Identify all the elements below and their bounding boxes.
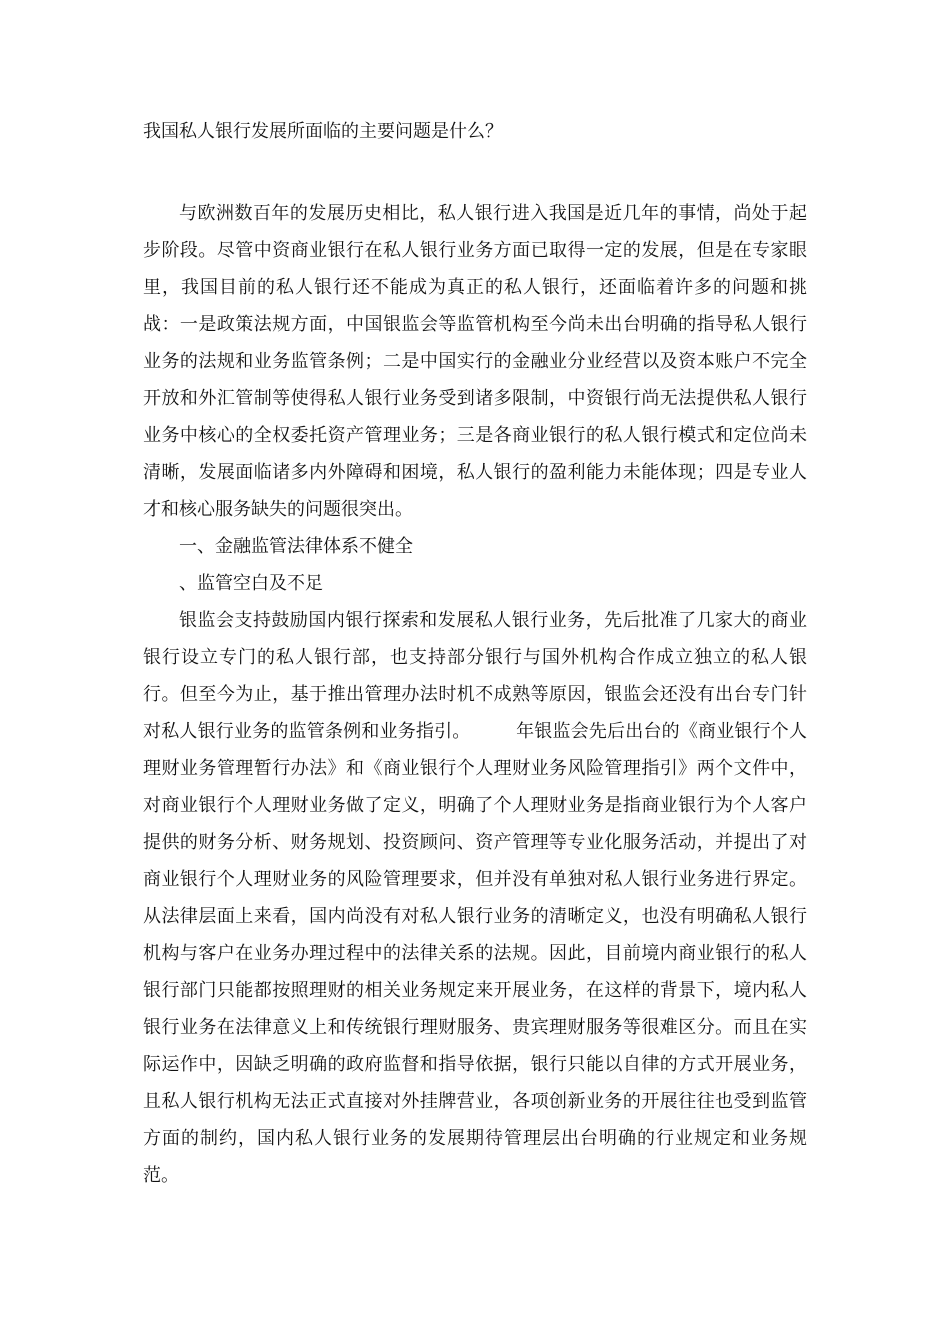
document-body [143,117,807,1194]
title-spacer [143,147,807,195]
intro-paragraph: 与欧洲数百年的发展历史相比，私人银行进入我国是近几年的事情，尚处于起步阶段。尽管中资商业银行在私人银行业务方面已取得一定的发展，但是在专家眼里，我国目前的私人银行还不能成为真正的私人银行，还面临着许多的问题和挑战：一是政策法规方面，中国银监会等监管机构至今尚未出台明确的指导私人银行业务的法规和业务监管条例；二是中国实行的金融业分业经营以及资本账户不完全开放和外汇管制等使得私人银行业务受到诸多限制，中资银行尚无法提供私人银行业务中核心的全权委托资产管理业务；三是各商业银行的私人银行模式和定位尚未清晰，发展面临诸多内外障碍和困境，私人银行的盈利能力未能体现；四是专业人才和核心服务缺失的问题很突出。 [143,203,807,520]
subsection-heading: 、监管空白及不足 [179,573,323,594]
section-heading: 一、金融监管法律体系不健全 [179,536,413,557]
body-paragraph: 银监会支持鼓励国内银行探索和发展私人银行业务，先后批准了几家大的商业银行设立专门的私人银行部，也支持部分银行与国外机构合作成立独立的私人银行。但至今为止，基于推出管理办法时机不成熟等原因，银监会还没有出台专门针对私人银行业务的监管条例和业务指引。 年银监会先后出台的《商业银行个人理财业务管理暂行办法》和《商业银行个人理财业务风险管理指引》两个文件中，对商业银行个人理财业务做了定义，明确了个人理财业务是指商业银行为个人客户提供的财务分析、财务规划、投资顾问、资产管理等专业化服务活动，并提出了对商业银行个人理财业务的风险管理要求，但并没有单独对私人银行业务进行界定。从法律层面上来看，国内尚没有对私人银行业务的清晰定义，也没有明确私人银行机构与客户在业务办理过程中的法律关系的法规。因此，目前境内商业银行的私人银行部门只能都按照理财的相关业务规定来开展业务，在这样的背景下，境内私人银行业务在法律意义上和传统银行理财服务、贵宾理财服务等很难区分。而且在实际运作中，因缺乏明确的政府监督和指导依据，银行只能以自律的方式开展业务，且私人银行机构无法正式直接对外挂牌营业，各项创新业务的开展往往也受到监管方面的制约，国内私人银行业务的发展期待管理层出台明确的行业规定和业务规范。 [143,610,807,1186]
document-title: 我国私人银行发展所面临的主要问题是什么？ [143,121,503,142]
